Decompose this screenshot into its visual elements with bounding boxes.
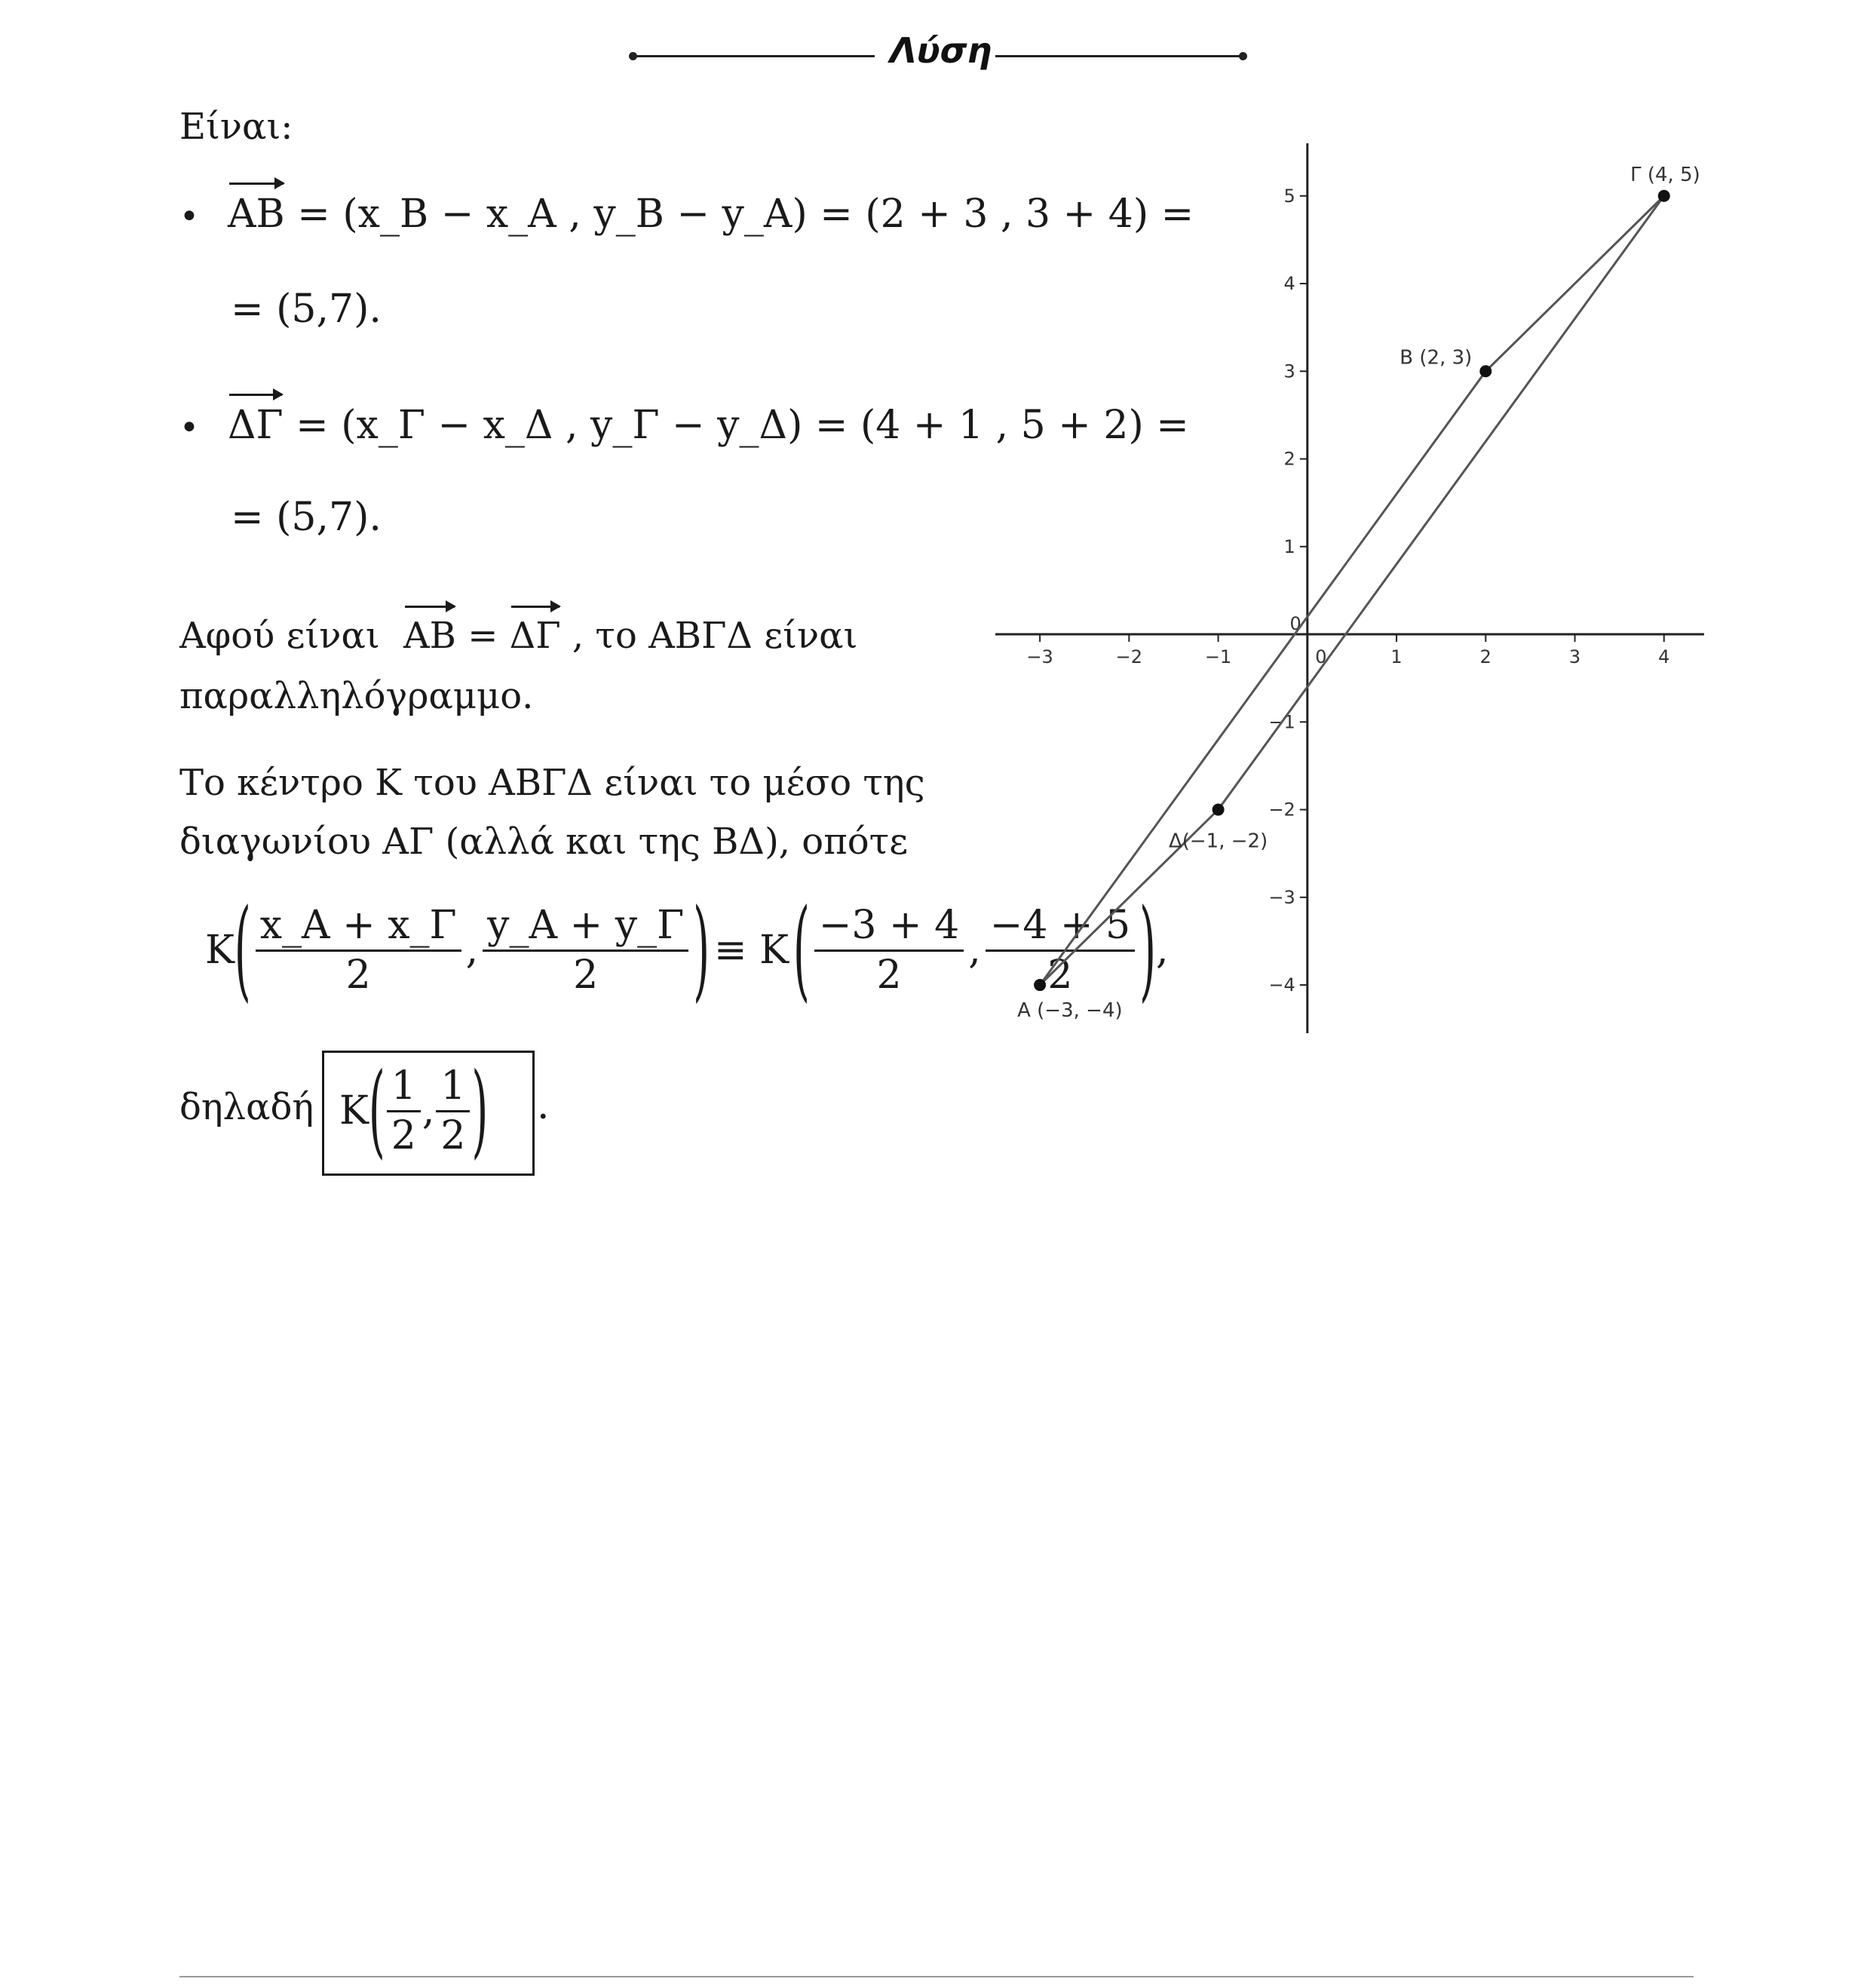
y-tick-label: −2 xyxy=(1268,799,1295,821)
point-label: A (−3, −4) xyxy=(1017,999,1123,1023)
dg-equation-text: = (x_Γ − x_Δ , y_Γ − y_Δ) = (4 + 1 , 5 + 2) = xyxy=(296,403,1189,448)
formula-frac-2-den: 2 xyxy=(573,952,599,998)
formula-frac-3 xyxy=(814,902,964,999)
conclusion-vector-ab: AB xyxy=(403,615,456,657)
point-Γ xyxy=(1658,190,1670,202)
result-frac-2-den: 2 xyxy=(440,1112,466,1158)
formula-close-paren-1: ) xyxy=(693,886,710,1014)
ab-equation-text: = (x_B − x_A , y_B − y_A) = (2 + 3 , 3 + 4) = xyxy=(297,192,1194,237)
conclusion-vector-dg: ΔΓ xyxy=(509,615,561,657)
header-left-rule xyxy=(633,55,875,57)
result-frac-1-num: 1 xyxy=(387,1063,421,1112)
result-frac-1 xyxy=(387,1063,421,1159)
chart-ticks xyxy=(1026,186,1669,996)
result-open-paren: ( xyxy=(368,1052,385,1170)
point-label: Δ(−1, −2) xyxy=(1168,830,1268,853)
formula-close-paren-2: ) xyxy=(1139,886,1156,1014)
formula-frac-1-num: x_A + x_Γ xyxy=(256,902,461,951)
formula-k: K xyxy=(205,928,235,973)
dg-equation-line2: = (5,7). xyxy=(231,495,382,540)
conclusion-line1 xyxy=(179,615,857,657)
result-k: K xyxy=(339,1088,369,1134)
x-tick-label: 3 xyxy=(1568,646,1581,668)
y-tick-label: −4 xyxy=(1268,974,1295,996)
result-prefix: δηλαδή xyxy=(179,1086,314,1128)
x-tick-label: 2 xyxy=(1479,646,1491,668)
point-label: Γ (4, 5) xyxy=(1630,163,1700,186)
x-tick-label: 0 xyxy=(1315,646,1327,668)
formula-open-paren-2: ( xyxy=(793,886,810,1014)
footer-rule xyxy=(179,1976,1694,1977)
center-line1: Το κέντρο Κ του ΑΒΓΔ είναι το μέσο της xyxy=(179,762,925,804)
vector-ab: AB xyxy=(228,192,285,237)
header-right-dot xyxy=(1239,52,1247,60)
y-tick-label: 3 xyxy=(1283,360,1295,382)
y-tick-label: 2 xyxy=(1283,448,1295,470)
conclusion-suffix: , το ΑΒΓΔ είναι xyxy=(572,615,858,657)
section-title: Λύση xyxy=(890,30,992,71)
chart-parallelogram xyxy=(1040,196,1664,985)
result-frac-1-den: 2 xyxy=(391,1112,416,1158)
y-tick-label: 0 xyxy=(1289,613,1301,635)
formula-frac-2-num: y_A + y_Γ xyxy=(483,902,688,951)
point-B xyxy=(1479,365,1491,377)
formula-frac-4-den: 2 xyxy=(1047,952,1073,998)
formula-frac-1-den: 2 xyxy=(345,952,371,998)
x-tick-label: 4 xyxy=(1658,646,1670,668)
result-comma: , xyxy=(422,1088,435,1134)
result-frac-2 xyxy=(436,1063,470,1159)
y-tick-label: −3 xyxy=(1268,886,1295,908)
x-tick-label: −2 xyxy=(1115,646,1143,668)
intro-text: Είναι: xyxy=(179,106,293,148)
bullet-ab: • xyxy=(179,198,199,236)
formula-trailing-comma: , xyxy=(1156,928,1169,973)
point-A xyxy=(1034,979,1046,991)
conclusion-prefix: Αφού είναι xyxy=(179,615,380,657)
conclusion-equals: = xyxy=(468,615,498,657)
bullet-dg: • xyxy=(179,409,199,447)
header-right-rule xyxy=(995,55,1243,57)
conclusion-line2: παραλληλόγραμμο. xyxy=(179,675,534,717)
parallelogram-chart xyxy=(980,136,1719,1056)
formula-frac-4-num: −4 + 5 xyxy=(986,902,1135,951)
result-close-paren: ) xyxy=(471,1052,489,1170)
y-tick-label: 5 xyxy=(1283,185,1295,207)
x-tick-label: 1 xyxy=(1390,646,1402,668)
formula-frac-3-num: −3 + 4 xyxy=(814,902,964,951)
ab-equation-line2: = (5,7). xyxy=(231,287,382,332)
result-formula xyxy=(339,1052,489,1170)
formula-frac-3-den: 2 xyxy=(876,952,902,998)
x-tick-label: −1 xyxy=(1204,646,1232,668)
vector-dg: ΔΓ xyxy=(228,403,284,448)
y-tick-label: −1 xyxy=(1268,711,1295,733)
point-Δ xyxy=(1212,804,1225,816)
y-tick-label: 1 xyxy=(1283,535,1295,557)
parallelogram-outline xyxy=(1040,196,1664,985)
x-tick-label: −3 xyxy=(1026,646,1053,668)
result-period: . xyxy=(537,1083,550,1128)
result-frac-2-num: 1 xyxy=(436,1063,470,1112)
y-tick-label: 4 xyxy=(1283,273,1295,295)
center-line2: διαγωνίου ΑΓ (αλλά και της ΒΔ), οπότε xyxy=(179,821,909,863)
formula-frac-1 xyxy=(256,902,461,999)
formula-open-paren-1: ( xyxy=(234,886,251,1014)
formula-equiv: ≡ K xyxy=(714,928,789,973)
formula-comma-2: , xyxy=(968,928,981,973)
formula-frac-2 xyxy=(483,902,688,999)
formula-comma-1: , xyxy=(465,928,479,973)
chart-points xyxy=(1017,164,1700,1022)
point-label: B (2, 3) xyxy=(1399,346,1473,370)
